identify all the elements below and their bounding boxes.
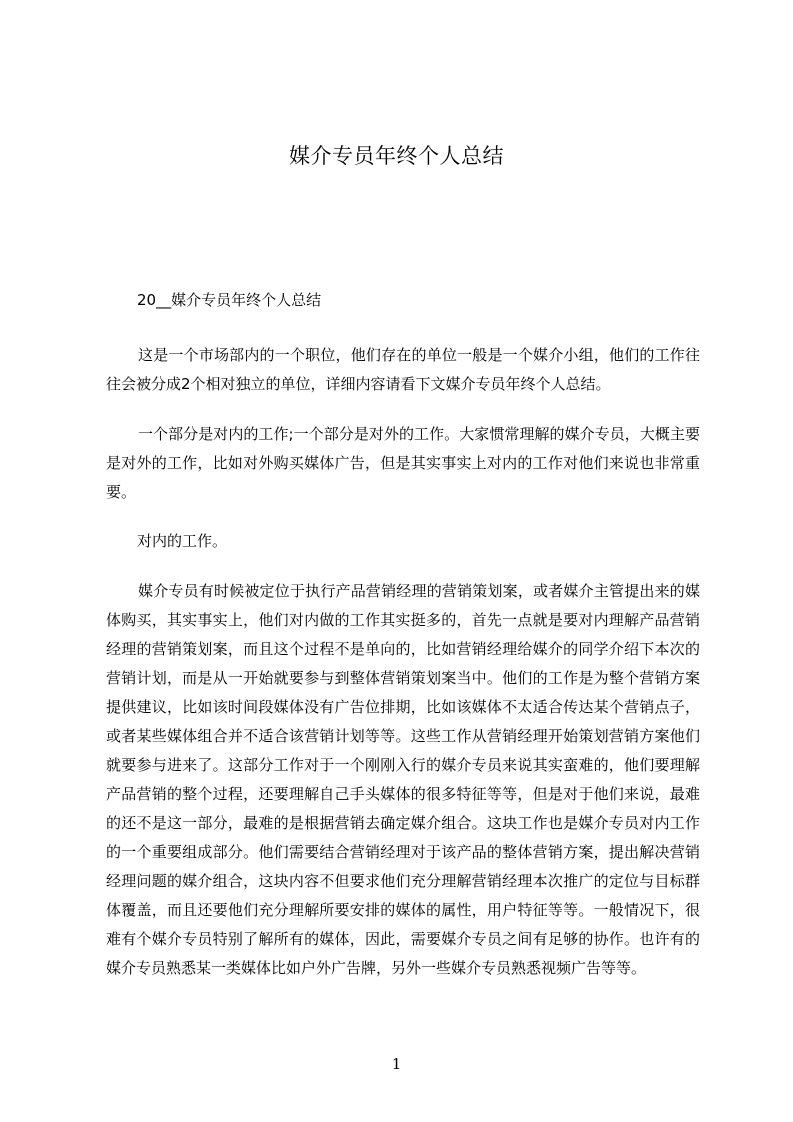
section-heading-internal-work: 对内的工作。: [137, 532, 228, 550]
paragraph-internal-work: 媒介专员有时候被定位于执行产品营销经理的营销策划案，或者媒介主管提出来的媒体购买，其实事实上，他们对内做的工作其实挺多的，首先一点就是要对内理解产品营销经理的营销策划案，而且这个过程不是单向的，比如营销经理给媒介的同学介绍下本次的营销计划，而是从一开始就要参与到整体营销策划案当中。他们的工作是为整个营销方案提供建议，比如该时间段媒体没有广告位排期，比如该媒体不太适合传达某个营销点子，或者某些媒体组合并不适合该营销计划等等。这些工作从营销经理开始策划营销方案他们就要参与进来了。这部分工作对于一个刚刚入行的媒介专员来说其实蛮难的，他们要理解产品营销的整个过程，还要理解自己手头媒体的很多特征等等，但是对于他们来说，最难的还不是这一部分，最难的是根据营销去确定媒介组合。这块工作也是媒介专员对内工作的一个重要组成部分。他们需要结合营销经理对于该产品的整体营销方案，提出解决营销经理问题的媒介组合，这块内容不但要求他们充分理解营销经理本次推广的定位与目标群体覆盖，而且还要他们充分理解所要安排的媒体的属性，用户特征等等。一般情况下，很难有个媒介专员特别了解所有的媒体，因此，需要媒介专员之间有足够的协作。也许有的媒介专员熟悉某一类媒体比如户外广告牌，另外一些媒介专员熟悉视频广告等等。: [106, 582, 700, 977]
paragraph-intro: 这是一个市场部内的一个职位，他们存在的单位一般是一个媒介小组，他们的工作往往会被分成2个相对独立的单位，详细内容请看下文媒介专员年终个人总结。: [106, 346, 700, 393]
document-subtitle: 20__媒介专员年终个人总结: [137, 291, 322, 309]
document-title: 媒介专员年终个人总结: [289, 144, 504, 168]
paragraph-two-parts: 一个部分是对内的工作;一个部分是对外的工作。大家惯常理解的媒介专员，大概主要是对外的工作，比如对外购买媒体广告，但是其实事实上对内的工作对他们来说也非常重要。: [106, 425, 700, 501]
page-number: 1: [391, 1055, 402, 1073]
